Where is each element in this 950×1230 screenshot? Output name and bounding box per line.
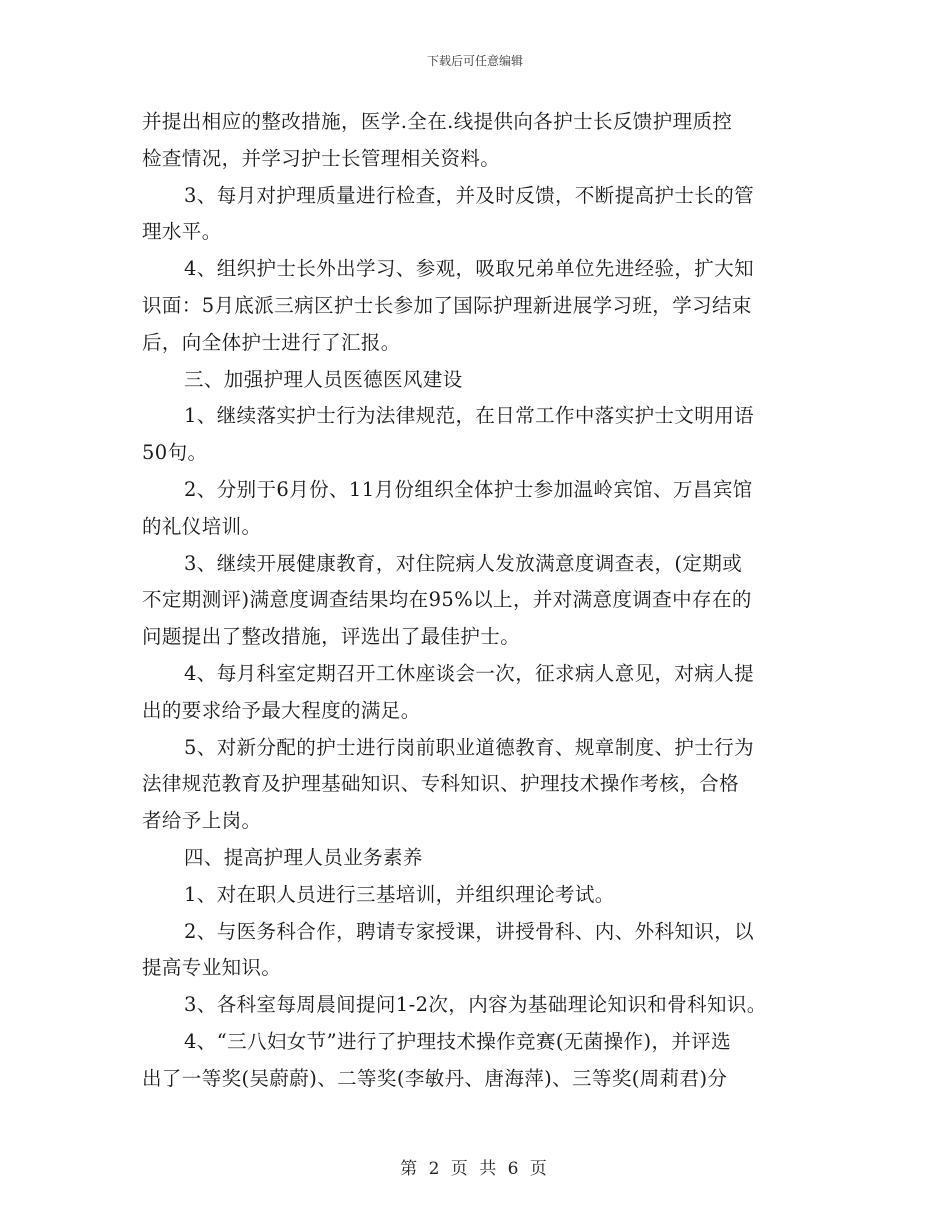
text-line: 4、组织护士长外出学习、参观，吸取兄弟单位先进经验，扩大知	[184, 257, 755, 281]
text-line: 三、加强护理人员医德医风建设	[184, 367, 463, 391]
text-line: 1、继续落实护士行为法律规范，在日常工作中落实护士文明用语	[184, 404, 755, 428]
text-line: 识面：5月底派三病区护士长参加了国际护理新进展学习班，学习结束	[142, 293, 752, 317]
text-line: 检查情况，并学习护士长管理相关资料。	[142, 146, 501, 170]
text-line: 3、各科室每周晨间提问1-2次，内容为基础理论知识和骨科知识。	[184, 993, 767, 1017]
text-line: 法律规范教育及护理基础知识、专科知识、护理技术操作考核，合格	[142, 772, 740, 796]
text-line: 问题提出了整改措施，评选出了最佳护士。	[142, 625, 521, 649]
text-line: 的礼仪培训。	[142, 514, 262, 538]
page-footer: 第 2 页 共 6 页	[400, 1159, 550, 1179]
text-line: 者给予上岗。	[142, 809, 262, 833]
text-line: 50句。	[142, 441, 208, 465]
body-text	[142, 104, 822, 1098]
text-line: 四、提高护理人员业务素养	[184, 845, 423, 869]
text-line: 2、与医务科合作，聘请专家授课，讲授骨科、内、外科知识，以	[184, 919, 755, 943]
text-line: 5、对新分配的护士进行岗前职业道德教育、规章制度、护士行为	[184, 735, 755, 759]
text-line: 并提出相应的整改措施，医学.全在.线提供向各护士长反馈护理质控	[142, 110, 733, 133]
text-line: 3、每月对护理质量进行检查，并及时反馈，不断提高护士长的管	[184, 183, 755, 207]
text-line: 出的要求给予最大程度的满足。	[142, 698, 421, 722]
page-header: 下载后可任意编辑	[426, 54, 523, 68]
text-line: 2、分别于6月份、11月份组织全体护士参加温岭宾馆、万昌宾馆	[184, 477, 753, 501]
text-line: 理水平。	[142, 220, 222, 244]
text-line: 4、“三八妇女节”进行了护理技术操作竞赛(无菌操作)，并评选	[184, 1029, 732, 1053]
text-line: 不定期测评)满意度调查结果均在95%以上，并对满意度调查中存在的	[142, 588, 752, 612]
text-line: 1、对在职人员进行三基培训，并组织理论考试。	[184, 882, 615, 906]
text-line: 4、每月科室定期召开工休座谈会一次，征求病人意见，对病人提	[184, 661, 755, 685]
text-line: 后，向全体护士进行了汇报。	[142, 330, 401, 354]
text-line: 出了一等奖(吴蔚蔚)、二等奖(李敏丹、唐海萍)、三等奖(周莉君)分	[142, 1066, 728, 1090]
text-line: 提高专业知识。	[142, 956, 282, 980]
text-line: 3、继续开展健康教育，对住院病人发放满意度调查表，(定期或	[184, 551, 743, 575]
